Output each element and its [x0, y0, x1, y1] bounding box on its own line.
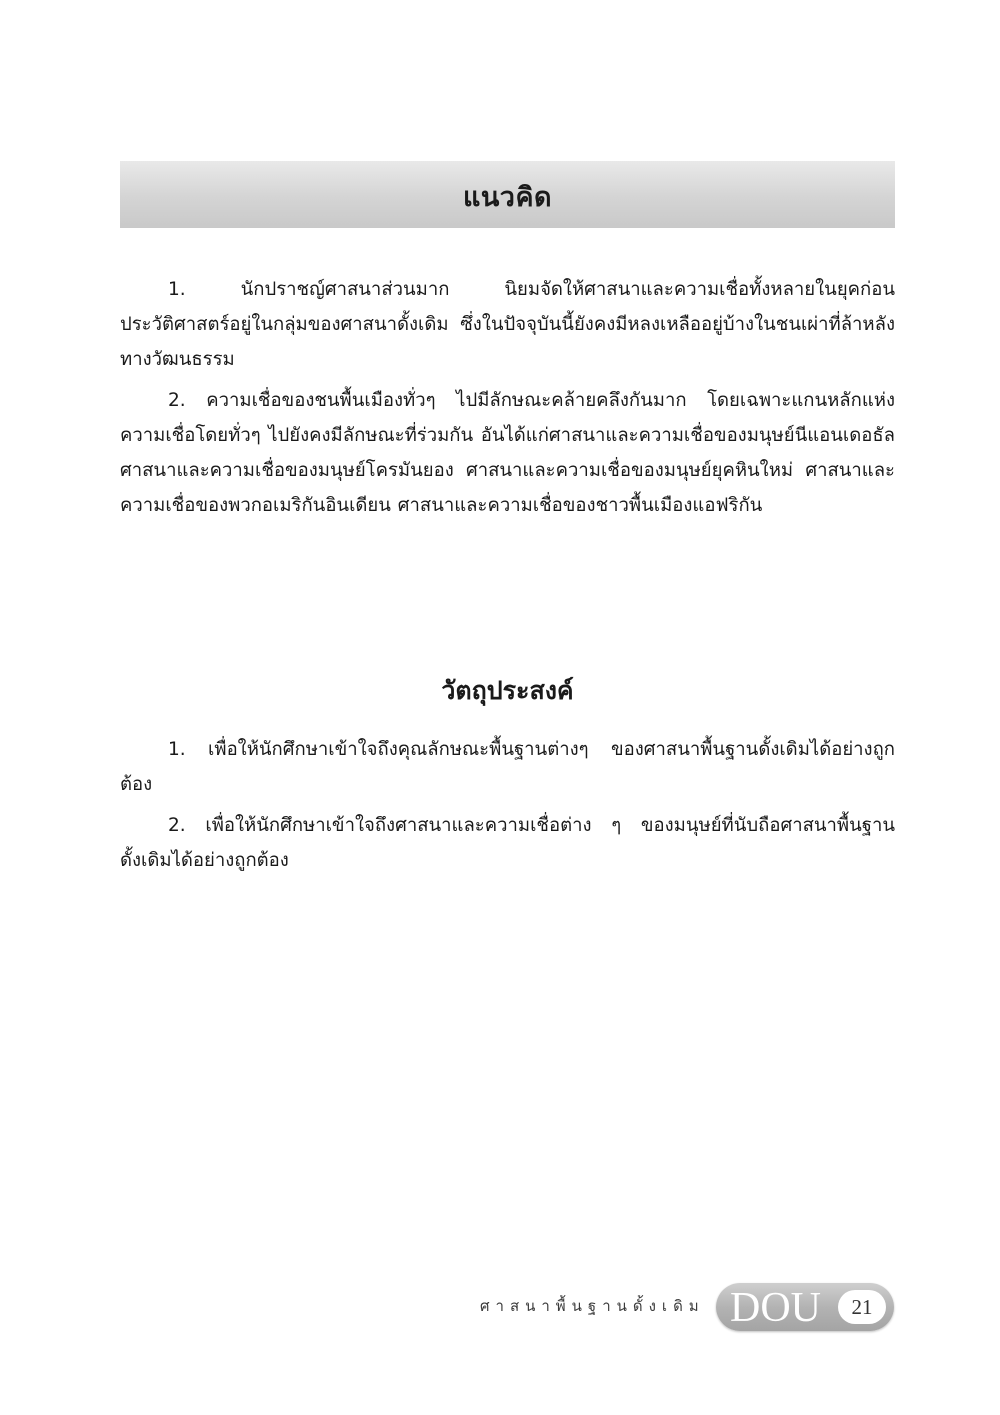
page-number: 21: [838, 1290, 886, 1324]
objectives-heading: วัตถุประสงค์: [441, 676, 574, 705]
objectives-content: [120, 732, 895, 878]
objective-paragraph-2: 2. เพื่อให้นักศึกษาเข้าใจถึงศาสนาและความเชื่อต่าง ๆ ของมนุษย์ที่นับถือศาสนาพื้นฐานดั้งเดิมได้อย่างถูกต้อง: [120, 815, 895, 871]
concept-content: [120, 272, 895, 523]
concept-heading: แนวคิด: [462, 182, 553, 213]
footer-book-title: ศาสนาพื้นฐานดั้งเดิม: [480, 1297, 705, 1315]
objective-paragraph-1: 1. เพื่อให้นักศึกษาเข้าใจถึงคุณลักษณะพื้นฐานต่างๆ ของศาสนาพื้นฐานดั้งเดิมได้อย่างถูกต้อง: [120, 739, 895, 795]
dou-page-badge: [716, 1283, 894, 1331]
concept-heading-banner: [120, 161, 895, 228]
concept-paragraph-1: 1. นักปราชญ์ศาสนาส่วนมาก นิยมจัดให้ศาสนาและความเชื่อทั้งหลายในยุคก่อนประวัติศาสตร์อยู่ในกลุ่มของศาสนาดั้งเดิม ซึ่งในปัจจุบันนี้ยังคงมีหลงเหลืออยู่บ้างในชนเผ่าที่ล้าหลังทางวัฒนธรรม: [120, 279, 895, 370]
dou-logo: DOU: [730, 1285, 821, 1331]
concept-paragraph-2: 2. ความเชื่อของชนพื้นเมืองทั่วๆ ไปมีลักษณะคล้ายคลึงกันมาก โดยเฉพาะแกนหลักแห่งความเชื่อโดยทั่วๆ ไปยังคงมีลักษณะที่ร่วมกัน อันได้แก่ศาสนาและความเชื่อของมนุษย์นีแอนเดอธัล ศาสนาและความเชื่อของมนุษย์โครมันยอง ศาสนาและความเชื่อของมนุษย์ยุคหินใหม่ ศาสนาและความเชื่อของพวกอเมริกันอินเดียน ศาสนาและความเชื่อของชาวพื้นเมืองแอฟริกัน: [120, 390, 895, 516]
